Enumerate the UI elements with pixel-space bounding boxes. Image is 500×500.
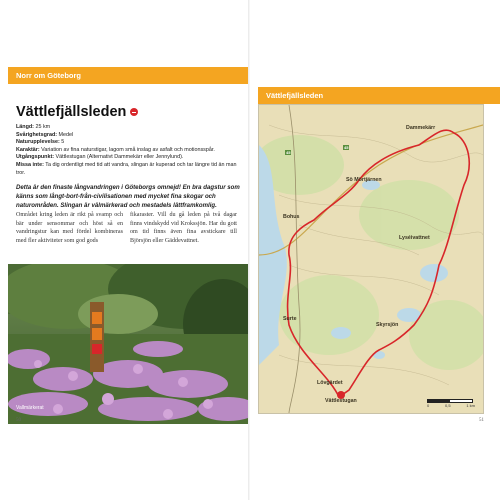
intro-paragraph: Detta är den finaste långvandringen i Göteborgs omnejd! En bra dagstur som känns som långt-bort-från-civilisationen med mycket fina skogar och naturområden. Slingan är välmärkerad och mestadels lättframkomlig. — [16, 184, 240, 209]
fact-start: Utgångspunkt: Vättlestugan (Alternativt Dammekärr eller Jennylund). — [16, 154, 184, 161]
section-band: Vättlefjällsleden — [258, 87, 500, 104]
body-text: fikaraster. Vill du gå leden på två dagar finns vindskydd vid Krokssjön. Har du gott om tid finns även fina avstickare till Björsjön eller Gäddevattnet. — [130, 212, 237, 244]
section-band: Norr om Göteborg — [8, 67, 248, 84]
map-label-bohus: Bohus — [283, 214, 300, 220]
map-label-mortjarnen: Sö Mörtjärnen — [346, 177, 382, 183]
fact-nature: Naturupplevelse: 5 — [16, 139, 65, 146]
map-label-lovgardet: Lövgärdet — [317, 380, 343, 386]
road-number-badge: 45 — [286, 150, 291, 155]
route-marker-icon — [130, 108, 138, 116]
fact-length: Längd: 25 km — [16, 124, 51, 130]
map-label-lyseivattnet: Lyséivattnet — [399, 235, 430, 241]
heather-photo — [8, 264, 248, 424]
body-column-2 — [130, 211, 237, 245]
fact-difficulty: Svårighetsgrad: Medel — [16, 131, 74, 138]
title-row — [16, 104, 138, 120]
fact-dont-miss: Missa inte: Ta dig ordentligt med tid att vandra, slingan är kuperad och tar längre tid än man tror. — [16, 161, 237, 176]
page-number: 51 — [479, 418, 484, 423]
photo-caption: Vallmärkerat — [16, 405, 44, 411]
map-scale — [427, 399, 475, 408]
scale-label: 1 km — [466, 403, 475, 408]
photo-illustration — [8, 264, 248, 424]
body-text: Området kring leden är rikt på svamp och bär under sensommar och höst så en vandringstur kan med fördel kombineras med fler aktiviteter som god gods — [16, 212, 123, 244]
map-label-dammekarr: Dammekärr — [406, 125, 436, 131]
facts-list — [16, 124, 241, 177]
fact-character: Karaktär: Variation av fina naturstigar, lagom små inslag av asfalt och motionsspår. — [16, 146, 215, 153]
trail-map — [258, 104, 484, 414]
scale-label: 0 — [427, 403, 430, 408]
map-label-surte: Surte — [283, 316, 297, 322]
map-label-vattlestugan: Vättlestugan — [325, 398, 357, 404]
scale-label: 0,5 — [445, 403, 451, 408]
map-graphic — [259, 105, 483, 413]
body-column-1 — [16, 211, 123, 245]
page-number: 50 — [16, 418, 21, 423]
road-number-badge: 45 — [344, 145, 349, 150]
page-title: Vättlefjällsleden — [16, 104, 127, 120]
map-label-skyrsjon: Skyrsjön — [376, 322, 399, 328]
